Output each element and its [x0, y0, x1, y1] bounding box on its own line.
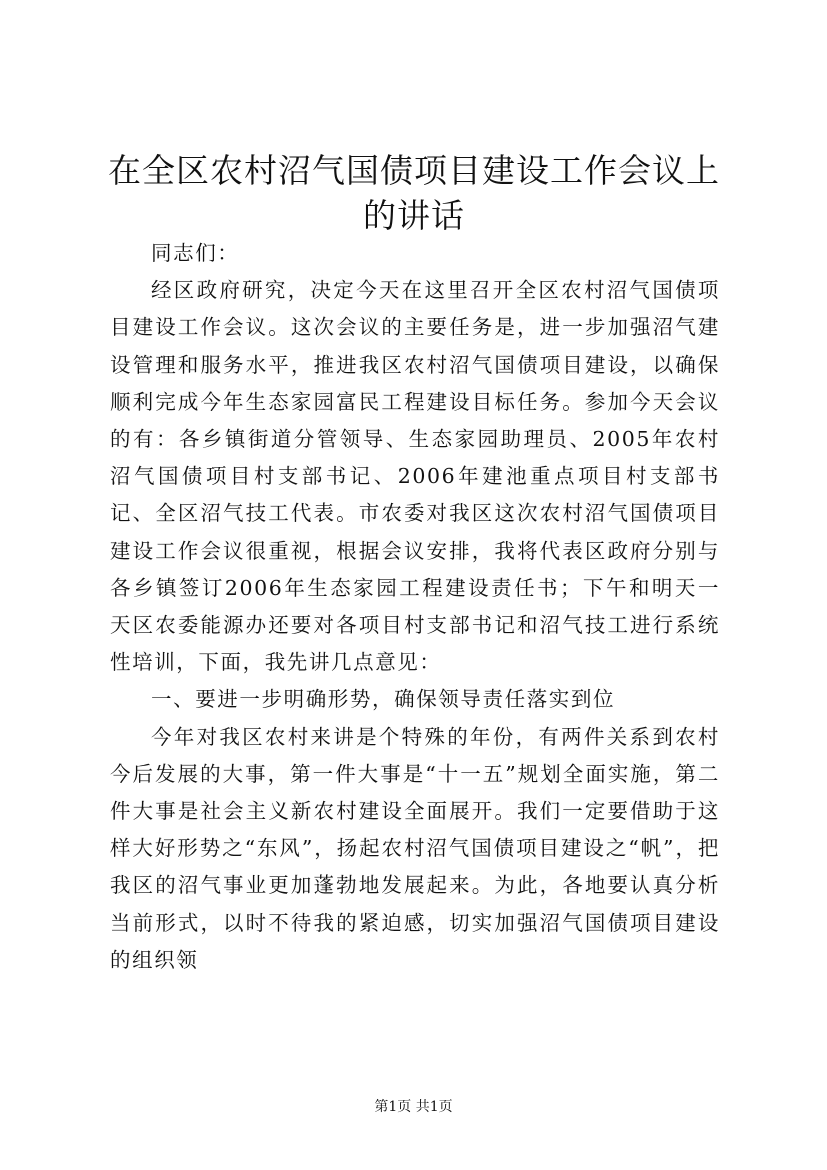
intro-paragraph: 经区政府研究，决定今天在这里召开全区农村沼气国债项目建设工作会议。这次会议的主要任务是，进一步加强沼气建设管理和服务水平，推进我区农村沼气国债项目建设，以确保顺利完成今年生态家园富民工程建设目标任务。参加今天会议的有：各乡镇街道分管领导、生态家园助理员、2005年农村沼气国债项目村支部书记、2006年建池重点项目村支部书记、全区沼气技工代表。市农委对我区这次农村沼气国债项目建设工作会议很重视，根据会议安排，我将代表区政府分别与各乡镇签订2006年生态家园工程建设责任书；下午和明天一天区农委能源办还要对各项目村支部书记和沼气技工进行系统性培训，下面，我先讲几点意见： [110, 278, 720, 675]
body-paragraph: 今年对我区农村来讲是个特殊的年份，有两件关系到农村今后发展的大事，第一件大事是“十一五”规划全面实施，第二件大事是社会主义新农村建设全面展开。我们一定要借助于这样大好形势之“东风”，扬起农村沼气国债项目建设之“帆”，把我区的沼气事业更加蓬勃地发展起来。为此，各地要认真分析当前形式，以时不待我的紧迫感，切实加强沼气国债项目建设的组织领 [110, 724, 720, 972]
document-body [110, 235, 720, 979]
page-footer: 第1页 共1页 [374, 1099, 453, 1115]
salutation-paragraph: 同志们： [151, 241, 240, 265]
section-heading: 一、要进一步明确形势，确保领导责任落实到位 [151, 687, 616, 712]
document-title: 在全区农村沼气国债项目建设工作会议上的讲话 [108, 151, 720, 235]
